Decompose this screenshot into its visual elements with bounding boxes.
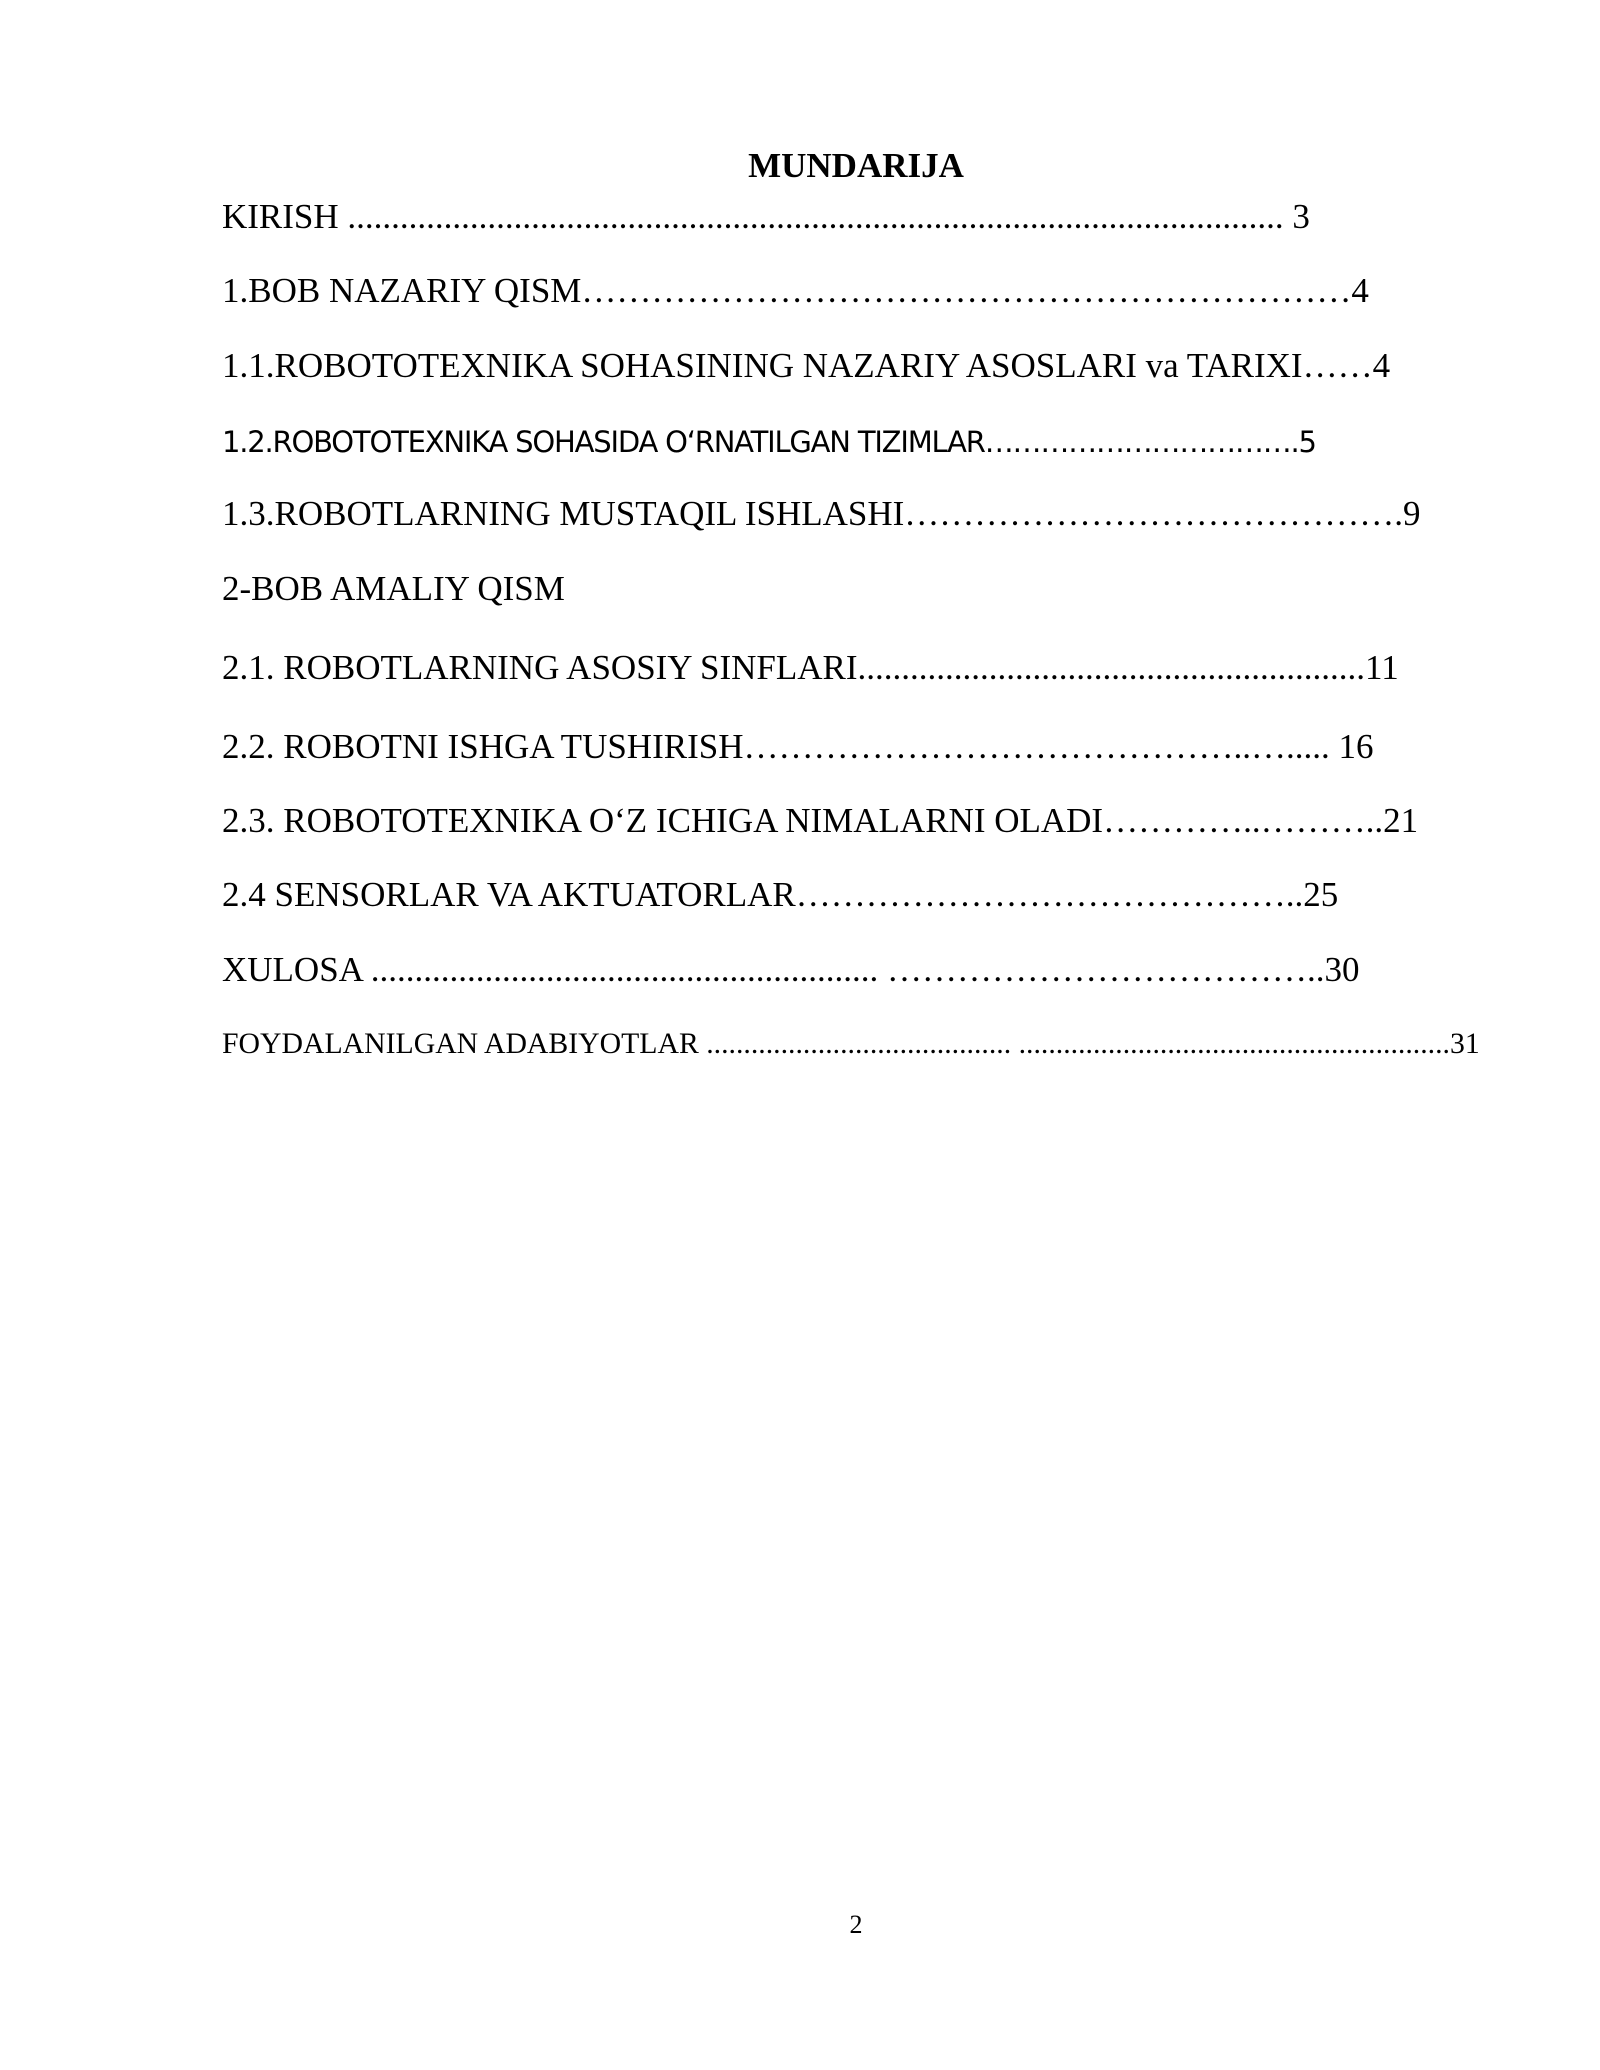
toc-entry-2-2: 2.2. ROBOTNI ISHGA TUSHIRISH……………………………………..…..... 16	[222, 727, 1374, 766]
toc-entry-2-3: 2.3. ROBOTOTEXNIKA O‘Z ICHIGA NIMALARNI OLADI…………..………..21	[222, 801, 1419, 840]
toc-entry-xulosa: XULOSA .......................................................... ………………………………..30	[222, 950, 1360, 989]
toc-entry-2-1: 2.1. ROBOTLARNING ASOSIY SINFLARI..........................................................11	[222, 648, 1399, 687]
toc-entry-chapter-2: 2-BOB AMALIY QISM	[222, 569, 565, 608]
toc-entry-chapter-1: 1.BOB NAZARIY QISM…………………………………………………………4	[222, 271, 1369, 310]
toc-entry-1-1: 1.1.ROBOTOTEXNIKA SOHASINING NAZARIY ASOSLARI va TARIXI……4	[222, 346, 1391, 385]
toc-entry-1-2: 1.2.ROBOTOTEXNIKA SOHASIDA O‘RNATILGAN TIZIMLAR…………………………….5	[222, 425, 1316, 459]
toc-entry-2-4: 2.4 SENSORLAR VA AKTUATORLAR……………………………………..25	[222, 875, 1339, 914]
page-number: 2	[849, 1910, 863, 1939]
toc-entry-kirish: KIRISH ........................................................................................................... 3	[222, 197, 1310, 236]
toc-title: MUNDARIJA	[748, 146, 964, 185]
toc-entry-1-3: 1.3.ROBOTLARNING MUSTAQIL ISHLASHI…………………………………….9	[222, 494, 1421, 533]
toc-entry-adabiyotlar: FOYDALANILGAN ADABIYOTLAR ......................................... ..........................................................31	[222, 1027, 1480, 1060]
